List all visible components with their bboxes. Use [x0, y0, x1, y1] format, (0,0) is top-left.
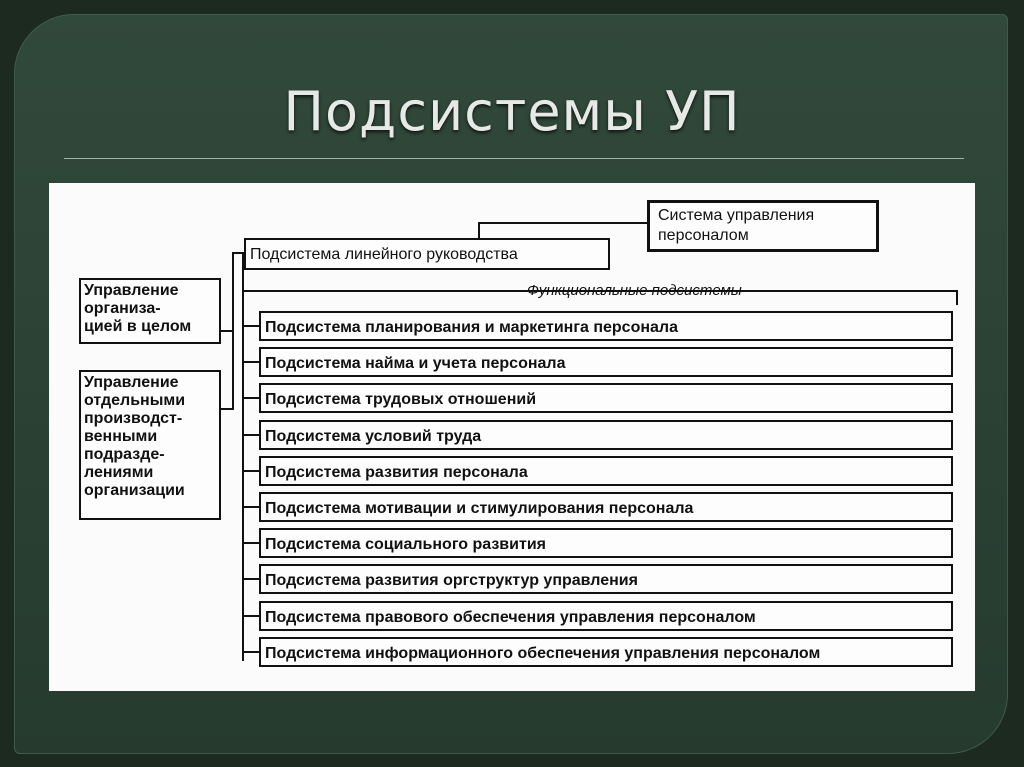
personnel-management-system-label: Система управления персоналом: [658, 207, 815, 244]
subsystem-label: Подсистема информационного обеспечения управления персоналом: [265, 645, 821, 662]
subsystem-box: [259, 637, 953, 667]
subsystem-label: Подсистема трудовых отношений: [265, 391, 537, 408]
subsystem-label: Подсистема правового обеспечения управления персоналом: [265, 609, 756, 626]
connector-top: [479, 223, 647, 238]
subsystem-label: Подсистема найма и учета персонала: [265, 355, 566, 372]
unit-management-label: Управление отдельными производст- венными подразде- лениями организации: [84, 374, 186, 499]
subsystem-box: [259, 528, 953, 558]
personnel-management-system-box: [647, 200, 879, 252]
subsystem-box: [259, 383, 953, 413]
connector-ticks: [243, 326, 259, 652]
subsystem-box: [259, 564, 953, 594]
subsystem-box: [259, 420, 953, 450]
subsystem-box: [259, 456, 953, 486]
org-management-label: Управление организа- цией в целом: [84, 282, 192, 335]
line-management-label: Подсистема линейного руководства: [250, 246, 518, 263]
subsystem-box: [259, 492, 953, 522]
functional-subsystems-caption: Функциональные подсистемы: [527, 282, 742, 299]
subsystem-label: Подсистема планирования и маркетинга персонала: [265, 319, 678, 336]
subsystem-label: Подсистема социального развития: [265, 536, 546, 553]
subsystem-box: [259, 601, 953, 631]
subsystem-label: Подсистема развития персонала: [265, 464, 528, 481]
unit-management-box: [79, 370, 221, 520]
title-divider: [64, 158, 964, 159]
subsystem-box: [259, 347, 953, 377]
slide-title: Подсистемы УП: [283, 80, 741, 143]
subsystem-label: Подсистема развития оргструктур управления: [265, 572, 638, 589]
org-management-box: [79, 278, 221, 344]
subsystem-label: Подсистема условий труда: [265, 428, 482, 445]
diagram-scan: [49, 183, 975, 691]
subsystem-label: Подсистема мотивации и стимулирования персонала: [265, 500, 694, 517]
line-management-box: [244, 238, 610, 270]
subsystem-box: [259, 311, 953, 341]
